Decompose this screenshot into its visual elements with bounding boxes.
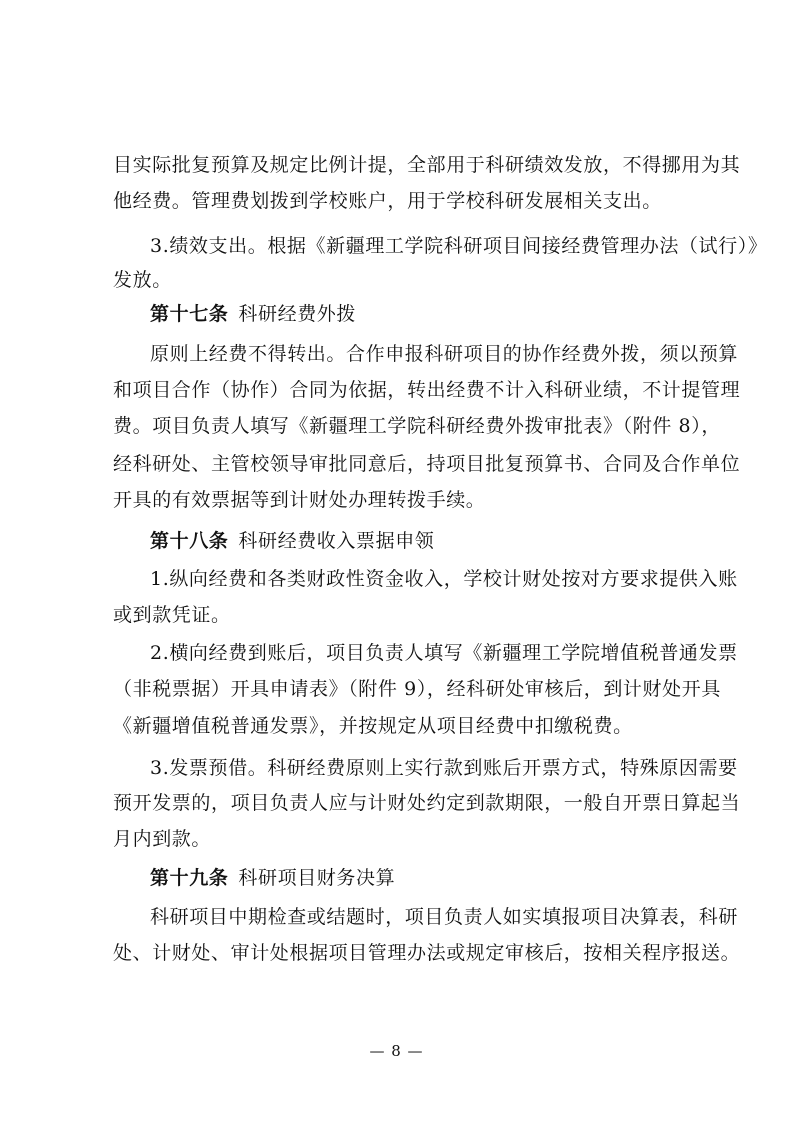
body-text-line: 原则上经费不得转出。合作申报科研项目的协作经费外拨，须以预算 xyxy=(150,343,739,365)
article-heading-17 xyxy=(150,302,688,326)
body-text-line: 2.横向经费到账后，项目负责人填写《新疆理工学院增值税普通发票 xyxy=(150,642,738,664)
body-text-line: 他经费。管理费划拨到学校账户，用于学校科研发展相关支出。 xyxy=(113,190,662,212)
body-text-line: 月内到款。 xyxy=(113,828,212,850)
article-title: 科研项目财务决算 xyxy=(238,867,396,889)
body-text-line: 目实际批复预算及规定比例计提，全部用于科研绩效发放，不得挪用为其 xyxy=(113,154,741,176)
body-text-line: 3.绩效支出。根据《新疆理工学院科研项目间接经费管理办法（试行）》 xyxy=(150,235,768,257)
body-text-line: 1.纵向经费和各类财政性资金收入，学校计财处按对方要求提供入账 xyxy=(150,568,738,590)
body-text-line: 和项目合作（协作）合同为依据，转出经费不计入科研业绩，不计提管理 xyxy=(113,379,741,401)
body-text-line: 科研项目中期检查或结题时，项目负责人如实填报项目决算表，科研 xyxy=(150,906,739,928)
body-text-line: 经科研处、主管校领导审批同意后，持项目批复预算书、合同及合作单位 xyxy=(113,453,741,475)
article-heading-18 xyxy=(150,529,688,553)
body-text-line: 3.发票预借。科研经费原则上实行款到账后开票方式，特殊原因需要 xyxy=(150,757,738,779)
body-text-line: 费。项目负责人填写《新疆理工学院科研经费外拨审批表》（附件 8）， xyxy=(113,415,721,437)
article-title: 科研经费外拨 xyxy=(238,303,357,325)
body-text-line: 预开发票的，项目负责人应与计财处约定到款期限，一般自开票日算起当 xyxy=(113,792,741,814)
article-heading-19 xyxy=(150,866,688,890)
article-number: 第十八条 xyxy=(150,530,229,552)
body-text-line: （非税票据）开具申请表》（附件 9），经科研处审核后，到计财处开具 xyxy=(113,678,721,700)
article-number: 第十九条 xyxy=(150,867,229,889)
article-number: 第十七条 xyxy=(150,303,229,325)
body-text-line: 《新疆增值税普通发票》，并按规定从项目经费中扣缴税费。 xyxy=(113,715,633,737)
body-text-line: 发放。 xyxy=(113,269,172,291)
body-text-line: 开具的有效票据等到计财处办理转拨手续。 xyxy=(113,489,486,511)
page-number: — 8 — xyxy=(369,1042,424,1060)
body-text-line: 或到款凭证。 xyxy=(113,604,231,626)
article-title: 科研经费收入票据申领 xyxy=(238,530,435,552)
body-text-line: 处、计财处、审计处根据项目管理办法或规定审核后，按相关程序报送。 xyxy=(113,942,741,964)
